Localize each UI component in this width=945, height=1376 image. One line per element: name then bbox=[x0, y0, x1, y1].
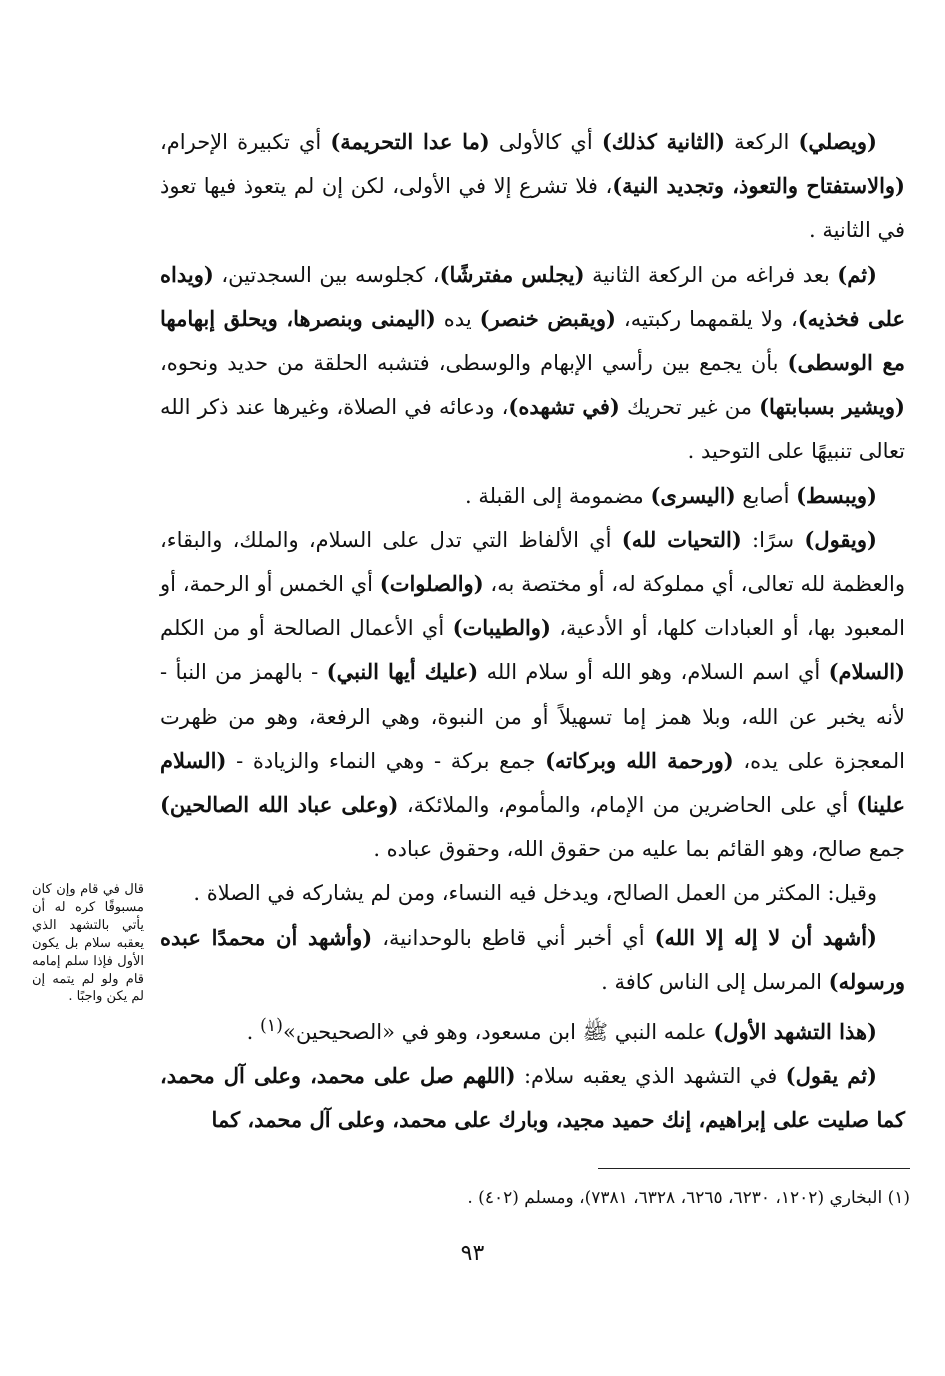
paragraph-5 bbox=[160, 871, 905, 915]
bold-term: (السلام علينا) bbox=[160, 747, 905, 818]
paragraph-4 bbox=[160, 518, 905, 872]
bold-term: (اليمنى وبنصرها، ويحلق إبهامها مع الوسطى) bbox=[160, 305, 905, 376]
bold-term: (اليسرى) bbox=[650, 482, 736, 508]
margin-note: قال في قام وإن كان مسبوقًا كره له أن يأتي بالتشهد الذي يعقبه سلام بل يكون الأول فإذا سلم إمامه قام ولو لم يتمه إن لم يكن واجبًا . bbox=[32, 882, 144, 1005]
bold-term: (ثم يقول) bbox=[785, 1063, 877, 1089]
bold-term: (هذا التشهد الأول) bbox=[713, 1019, 877, 1045]
bold-term: (وأشهد أن محمدًا عبده ورسوله) bbox=[160, 924, 905, 994]
text-run: أي كالأولى bbox=[489, 130, 602, 154]
text-run: أي الألفاظ التي تدل على السلام، والملك، والبقاء، والعظمة لله تعالى، أي مملوكة له، أو مختصة به، bbox=[160, 527, 905, 597]
text-run: ، فلا تشرع إلا في الأولى، لكن إن لم يتعوذ فيها تعوذ في الثانية . bbox=[160, 174, 905, 243]
text-run: يده bbox=[435, 306, 480, 331]
text-run: أي على الحاضرين من الإمام، والمأموم، والملائكة، bbox=[398, 793, 857, 818]
paragraph-3 bbox=[160, 474, 905, 518]
text-run: ، ودعائه في الصلاة، وغيرها عند ذكر الله تعالى تنبيهًا على التوحيد . bbox=[160, 395, 905, 464]
bold-term: (ورحمة الله وبركاته) bbox=[545, 747, 734, 773]
text-run: في التشهد الذي يعقبه سلام: bbox=[515, 1064, 786, 1089]
paragraph-2 bbox=[160, 253, 905, 474]
bold-term: (ويصلي) bbox=[798, 129, 877, 154]
bold-term: (ما عدا التحريمة) bbox=[330, 129, 490, 154]
text-run: أي أخبر أني قاطع بالوحدانية، bbox=[372, 925, 655, 950]
text-run: ، ولا يلقمهما ركبتيه، bbox=[615, 306, 798, 331]
footnote-ref: (١) bbox=[259, 1016, 283, 1037]
bold-term: (السلام) bbox=[828, 659, 905, 685]
bold-term: (ويداه على فخذيه) bbox=[160, 261, 905, 331]
text-run: - بالهمز من النبأ - لأنه يخبر عن الله، وبلا همز إما تسهيلاً أو من النبوة، وهي الرفعة، وهو من ظهرت المعجزة على يده، bbox=[160, 660, 905, 773]
text-run: وقيل: المكثر من العمل الصالح، ويدخل فيه النساء، ومن لم يشاركه في الصلاة . bbox=[193, 881, 877, 906]
text-run: سرًا: bbox=[741, 527, 805, 552]
bold-term: (يجلس مفترشًا) bbox=[439, 261, 585, 287]
bold-term: (اللهم صل على محمد، وعلى آل محمد، كما صليت على إبراهيم، إنك حميد مجيد، وبارك على محمد، وعلى آل محمد، كما bbox=[160, 1063, 905, 1133]
text-run: . bbox=[246, 1020, 260, 1045]
bold-term: (والاستفتاح والتعوذ، وتجديد النية) bbox=[612, 173, 905, 199]
bold-term: (التحيات لله) bbox=[621, 526, 742, 552]
bold-term: (وعلى عباد الله الصالحين) bbox=[160, 792, 399, 818]
bold-term: (الثانية كذلك) bbox=[601, 129, 725, 154]
bold-term: (والصلوات) bbox=[379, 571, 484, 597]
paragraph-8 bbox=[160, 1054, 905, 1142]
bold-term: (عليك أيها النبي) bbox=[326, 659, 479, 685]
text-run: المرسل إلى الناس كافة . bbox=[601, 969, 829, 994]
bold-term: (ويقول) bbox=[804, 526, 877, 552]
bold-term: (ويبسط) bbox=[796, 482, 877, 508]
text-run: ، كجلوسه بين السجدتين، bbox=[213, 262, 440, 287]
text-run: بأن يجمع بين رأسي الإبهام والوسطى، فتشبه الحلقة من حديد ونحوه، bbox=[160, 351, 788, 376]
text-run: أي الخمس أو الرحمة، أو المعبود بها، أو العبادات كلها، أو الأدعية، bbox=[160, 572, 905, 641]
bold-term: (ويشير بسبابتها) bbox=[759, 394, 905, 420]
bold-term: (والطيبات) bbox=[452, 615, 551, 641]
text-run: جمع صالح، وهو القائم بما عليه من حقوق الله، وحقوق عباده . bbox=[373, 837, 905, 862]
footnote-divider bbox=[598, 1168, 910, 1169]
text-run: بعد فراغه من الركعة الثانية bbox=[584, 262, 838, 287]
text-run: أي تكبيرة الإحرام، bbox=[160, 130, 331, 154]
bold-term: (في تشهده) bbox=[508, 394, 620, 420]
paragraph-1 bbox=[160, 120, 905, 253]
footnote: (١) البخاري (١٢٠٢، ٦٢٣٠، ٦٢٦٥، ٦٣٢٨، ٧٣٨١)، ومسلم (٤٠٢) . bbox=[467, 1188, 910, 1208]
bold-term: (ويقبض خنصر) bbox=[479, 305, 616, 331]
paragraph-7 bbox=[160, 1004, 905, 1054]
page-number: ٩٣ bbox=[460, 1241, 485, 1266]
bold-term: (ثم) bbox=[837, 261, 877, 287]
text-run: أي اسم السلام، وهو الله أو سلام الله bbox=[478, 660, 829, 685]
main-text bbox=[160, 120, 905, 1143]
paragraph-6 bbox=[160, 916, 905, 1004]
text-run: أصابع bbox=[735, 483, 797, 508]
bold-term: (أشهد أن لا إله إلا الله) bbox=[654, 924, 877, 950]
text-run: من غير تحريك bbox=[619, 395, 760, 420]
text-run: جمع بركة - وهي النماء والزيادة - bbox=[226, 748, 546, 773]
text-run: علمه النبي ﷺ ابن مسعود، وهو في «الصحيحين» bbox=[283, 1020, 714, 1045]
text-run: الركعة bbox=[725, 130, 799, 154]
text-run: أي الأعمال الصالحة أو من الكلم bbox=[160, 616, 453, 641]
text-run: مضمومة إلى القبلة . bbox=[465, 483, 651, 508]
